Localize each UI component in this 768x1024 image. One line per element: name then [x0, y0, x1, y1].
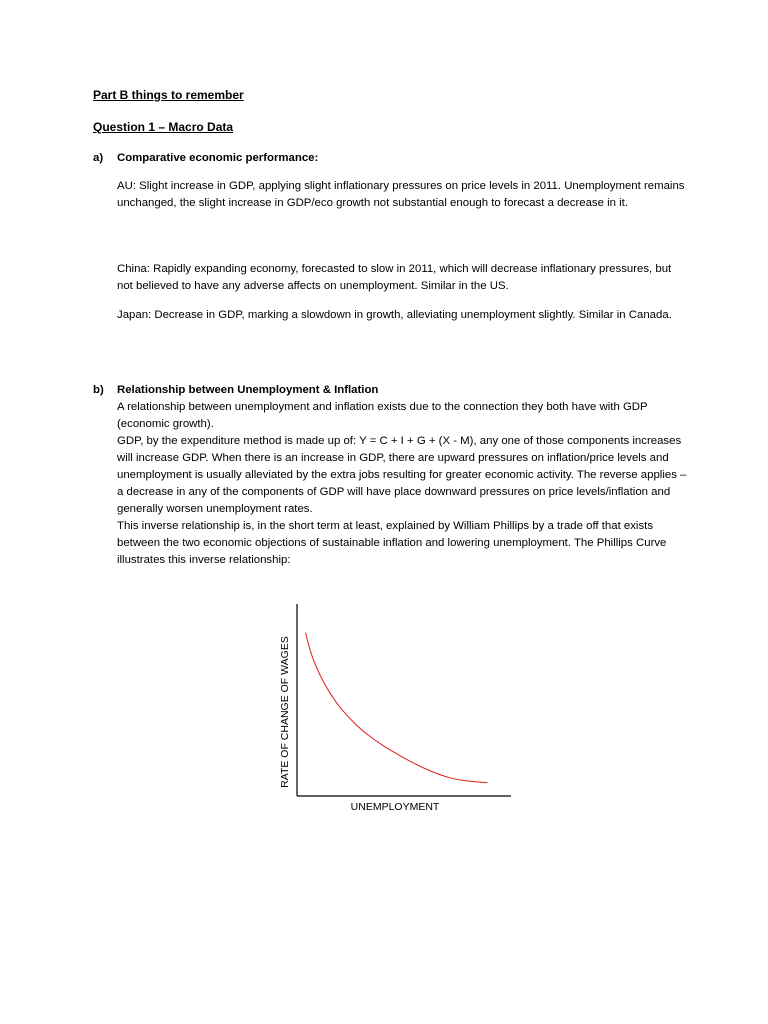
y-axis-label: RATE OF CHANGE OF WAGES	[279, 636, 291, 788]
question-heading: Question 1 – Macro Data	[93, 120, 234, 134]
section-a-marker: a)	[93, 152, 104, 164]
au-paragraph: AU: Slight increase in GDP, applying slight inflationary pressures on price levels in 2011. Unemployment remains unchanged, the slight increase in GDP/eco growth not substantial enough to forecast a decrease in it.	[117, 180, 685, 209]
phillips-curve-line	[306, 633, 488, 783]
gdp-paragraph: GDP, by the expenditure method is made up of: Y = C + I + G + (X - M), any one of those components increases will increase GDP. When there is an increase in GDP, there are upward pressures on inflation/price levels and unemployment is usually alleviated by the extra jobs resulting for greater economic activity. The reverse applies – a decrease in any of the components of GDP will have place downward pressures on price levels/inflation and generally worsen unemployment rates.	[117, 435, 687, 515]
japan-paragraph: Japan: Decrease in GDP, marking a slowdown in growth, alleviating unemployment slightly. Similar in Canada.	[117, 309, 672, 321]
x-axis-label: UNEMPLOYMENT	[350, 801, 440, 813]
phillips-paragraph: This inverse relationship is, in the short term at least, explained by William Phillips by a trade off that exists between the two economic objections of sustainable inflation and lowering unemployment. The Phillips Curve illustrates this inverse relationship:	[117, 520, 667, 566]
section-b-heading: Relationship between Unemployment & Inflation	[117, 384, 379, 396]
phillips-curve-chart	[270, 600, 520, 820]
china-paragraph: China: Rapidly expanding economy, forecasted to slow in 2011, which will decrease inflationary pressures, but not believed to have any adverse affects on unemployment. Similar in the US.	[117, 263, 672, 292]
section-b-marker: b)	[93, 384, 104, 396]
section-a-heading: Comparative economic performance:	[117, 152, 319, 164]
page-title: Part B things to remember	[93, 88, 244, 102]
relationship-paragraph: A relationship between unemployment and inflation exists due to the connection they both have with GDP (economic growth).	[117, 401, 648, 430]
